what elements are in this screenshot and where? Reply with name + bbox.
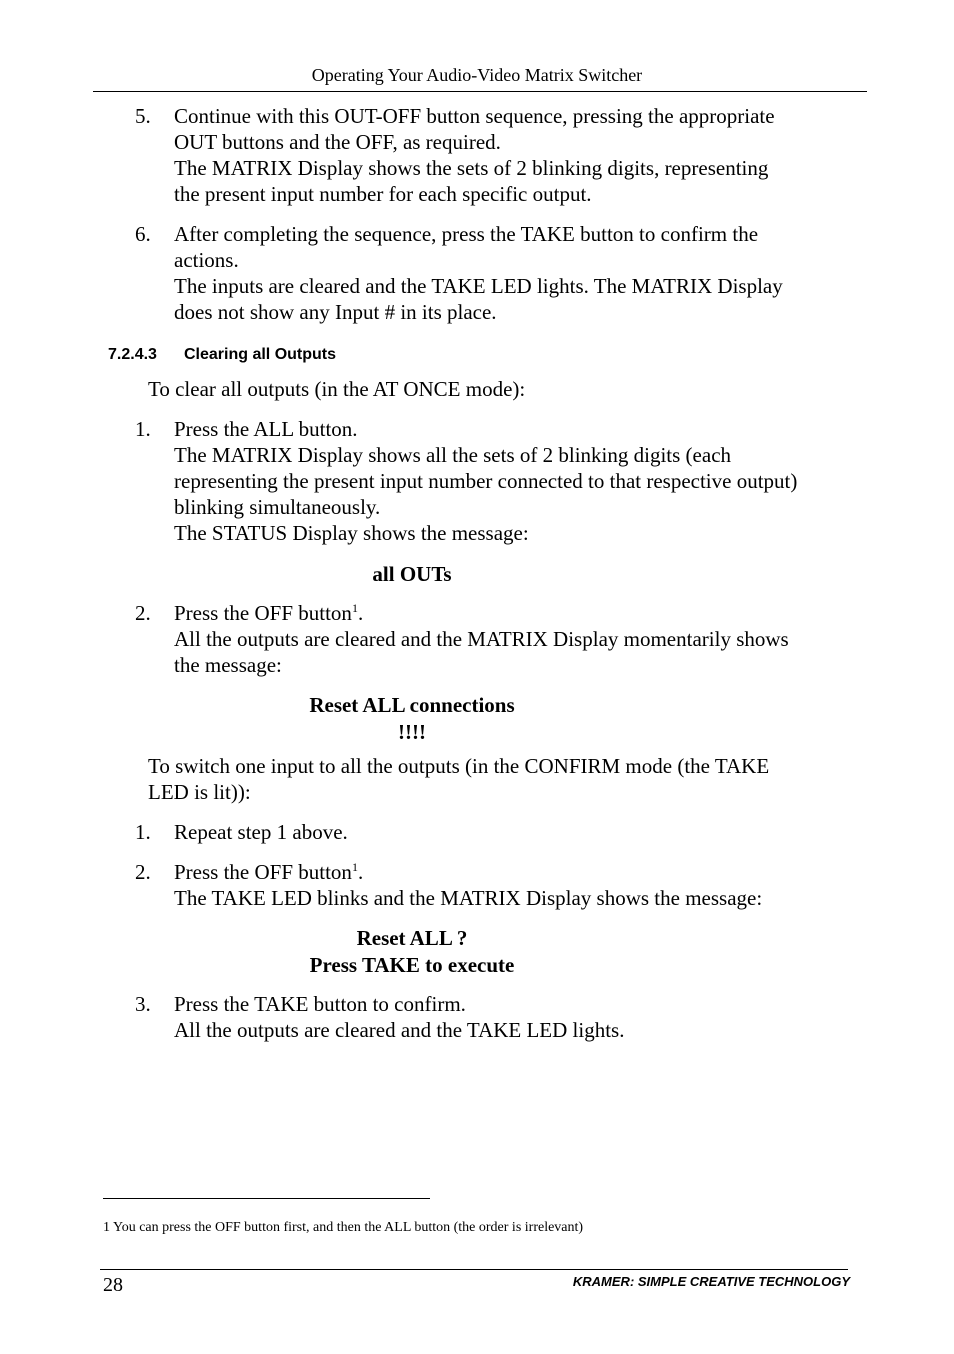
footnote-ref: 1 [351,860,358,874]
step-b1-number: 1. [135,820,151,844]
step-a1-number: 1. [135,417,151,441]
step-b2-line-1 [174,859,864,885]
step-5-text [174,103,864,207]
step-a2-line-2: All the outputs are cleared and the MATRIX Display momentarily shows [174,627,789,651]
step-5-number: 5. [135,104,151,128]
step-b3-text [174,991,864,1043]
message-reset-all-2: !!!! [398,720,426,744]
step-a1-line-3: representing the present input number connected to that respective output) [174,469,798,493]
step-a2-line-3: the message: [174,653,282,677]
footer-brand: KRAMER: SIMPLE CREATIVE TECHNOLOGY [572,1274,850,1289]
step-a1-line-1: Press the ALL button. [174,417,358,441]
footnote-text: 1 You can press the OFF button first, and then the ALL button (the order is irrelevant) [103,1220,584,1235]
message-reset-q-2: Press TAKE to execute [309,953,515,977]
step-a1-line-5: The STATUS Display shows the message: [174,521,529,545]
step-5-line-4: the present input number for each specific output. [174,182,592,206]
message-all-outs: all OUTs [372,562,452,586]
step-6-number: 6. [135,222,151,246]
step-a1-line-2: The MATRIX Display shows all the sets of 2 blinking digits (each [174,443,732,467]
footnote-rule [103,1198,430,1199]
step-b2-line-1-text: Press the OFF button [174,860,352,884]
step-5-line-2: OUT buttons and the OFF, as required. [174,130,501,154]
step-b3-line-2: All the outputs are cleared and the TAKE LED lights. [174,1018,625,1042]
section-title: Clearing all Outputs [184,346,337,363]
message-reset-q-1: Reset ALL ? [356,926,468,950]
step-b3-number: 3. [135,992,151,1016]
step-6-line-4: does not show any Input # in its place. [174,300,497,324]
intro-switch-one-line-2: LED is lit)): [148,780,251,804]
page-number: 28 [103,1274,123,1296]
step-6-line-2: actions. [174,248,239,272]
message-reset-all-1: Reset ALL connections [309,693,515,717]
footer-rule [100,1269,848,1270]
page-header-title: Operating Your Audio-Video Matrix Switcher [311,65,643,85]
step-b2-number: 2. [135,860,151,884]
footnote-ref: 1 [351,601,358,615]
intro-clear-all: To clear all outputs (in the AT ONCE mode): [148,377,526,401]
step-b1-text: Repeat step 1 above. [174,820,348,844]
step-5-line-3: The MATRIX Display shows the sets of 2 blinking digits, representing [174,156,769,180]
step-6-line-3: The inputs are cleared and the TAKE LED lights. The MATRIX Display [174,274,783,298]
step-b2-line-1-end: . [357,860,364,884]
step-b2-line-2: The TAKE LED blinks and the MATRIX Display shows the message: [174,886,763,910]
section-number: 7.2.4.3 [108,346,157,363]
intro-switch-one-line-1: To switch one input to all the outputs (in the CONFIRM mode (the TAKE [148,754,770,778]
step-6-text [174,221,864,325]
step-b3-line-1: Press the TAKE button to confirm. [174,992,466,1016]
step-6-line-1: After completing the sequence, press the TAKE button to confirm the [174,222,759,246]
step-a2-line-1 [174,600,864,626]
intro-switch-one [148,753,848,805]
section-heading [108,345,336,365]
step-a2-line-1-text: Press the OFF button [174,601,352,625]
header-rule [93,91,867,92]
step-a2-text [174,600,864,678]
step-b2-text [174,859,864,911]
step-a1-text [174,416,864,546]
step-5-line-1: Continue with this OUT-OFF button sequence, pressing the appropriate [174,104,775,128]
step-a1-line-4: blinking simultaneously. [174,495,381,519]
step-a2-number: 2. [135,601,151,625]
step-a2-line-1-end: . [357,601,364,625]
